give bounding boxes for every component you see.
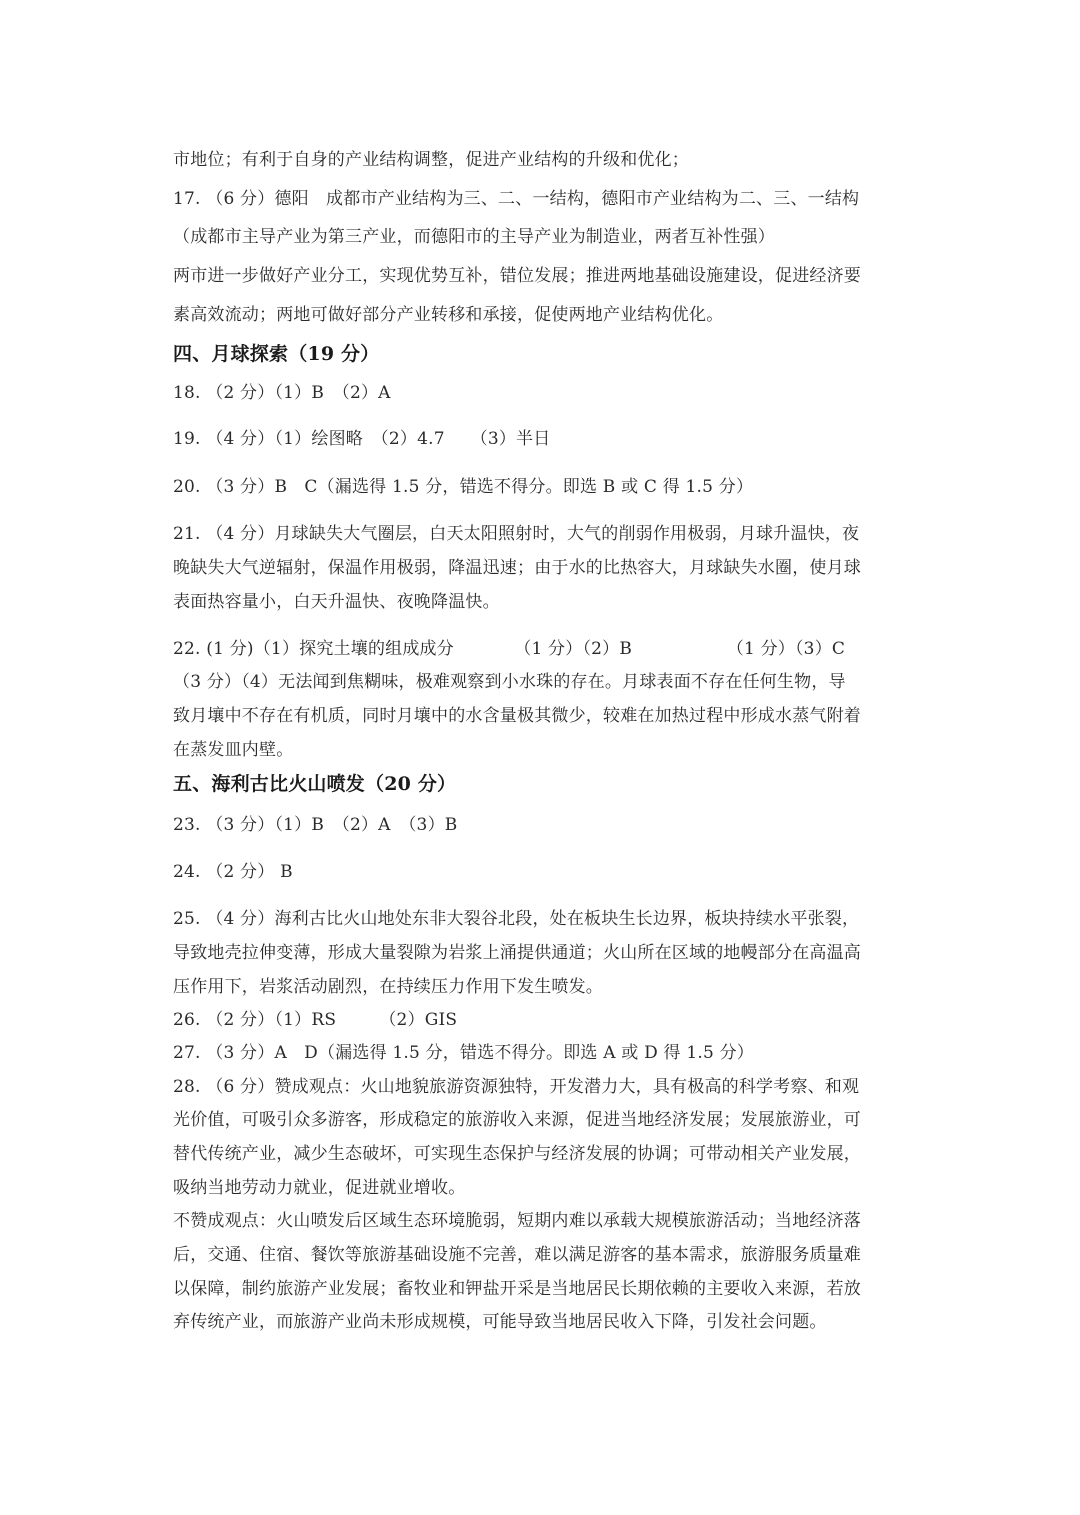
answer-24: 24. （2 分） B — [173, 862, 293, 882]
section-heading-4: 四、月球探索（19 分） — [173, 343, 380, 365]
text-line: 光价值，可吸引众多游客，形成稳定的旅游收入来源，促进当地经济发展；发展旅游业，可 — [173, 1110, 861, 1130]
answer-28: 28. （6 分）赞成观点：火山地貌旅游资源独特，开发潜力大，具有极高的科学考察、和观 — [173, 1077, 860, 1097]
text-line: 素高效流动；两地可做好部分产业转移和承接，促使两地产业结构优化。 — [173, 305, 724, 325]
answer-21: 21. （4 分）月球缺失大气圈层，白天太阳照射时，大气的削弱作用极弱，月球升温快，夜 — [173, 524, 860, 544]
answer-23: 23. （3 分）（1）B （2）A （3）B — [173, 815, 458, 835]
text-line: 晚缺失大气逆辐射，保温作用极弱，降温迅速；由于水的比热容大，月球缺失水圈，使月球 — [173, 558, 861, 578]
text-line: （成都市主导产业为第三产业，而德阳市的主导产业为制造业，两者互补性强） — [173, 227, 775, 247]
text-line: 在蒸发皿内壁。 — [173, 740, 294, 760]
answer-18: 18. （2 分）（1）B （2）A — [173, 383, 391, 403]
text-line: 替代传统产业，减少生态破坏，可实现生态保护与经济发展的协调；可带动相关产业发展， — [173, 1144, 861, 1164]
text-line: 致月壤中不存在有机质，同时月壤中的水含量极其微少，较难在加热过程中形成水蒸气附着 — [173, 706, 861, 726]
answer-25: 25. （4 分）海利古比火山地处东非大裂谷北段，处在板块生长边界，板块持续水平张裂， — [173, 909, 860, 929]
text-line: 压作用下，岩浆活动剧烈，在持续压力作用下发生喷发。 — [173, 977, 603, 997]
section-heading-5: 五、海利古比火山喷发（20 分） — [173, 773, 457, 795]
text-line: 市地位；有利于自身的产业结构调整，促进产业结构的升级和优化； — [173, 150, 689, 170]
text-line: （3 分）（4）无法闻到焦糊味，极难观察到小水珠的存在。月球表面不存在任何生物，导 — [173, 672, 846, 692]
answer-20: 20. （3 分）B C（漏选得 1.5 分，错选不得分。即选 B 或 C 得 1.5 分） — [173, 477, 754, 497]
answer-17: 17. （6 分）德阳 成都市产业结构为三、二、一结构，德阳市产业结构为二、三、一结构 — [173, 189, 860, 209]
text-line: 后，交通、住宿、餐饮等旅游基础设施不完善，难以满足游客的基本需求，旅游服务质量难 — [173, 1245, 861, 1265]
text-line: 两市进一步做好产业分工，实现优势互补，错位发展；推进两地基础设施建设，促进经济要 — [173, 266, 861, 286]
text-line: 表面热容量小，白天升温快、夜晚降温快。 — [173, 592, 500, 612]
text-line: 吸纳当地劳动力就业，促进就业增收。 — [173, 1178, 466, 1198]
answer-19: 19. （4 分）（1）绘图略 （2）4.7 （3）半日 — [173, 429, 551, 449]
answer-26: 26. （2 分）（1）RS （2）GIS — [173, 1010, 458, 1030]
text-line: 弃传统产业，而旅游产业尚未形成规模，可能导致当地居民收入下降，引发社会问题。 — [173, 1312, 827, 1332]
text-line: 导致地壳拉伸变薄，形成大量裂隙为岩浆上涌提供通道；火山所在区域的地幔部分在高温高 — [173, 943, 861, 963]
text-line: 不赞成观点：火山喷发后区域生态环境脆弱，短期内难以承载大规模旅游活动；当地经济落 — [173, 1211, 861, 1231]
text-line: 以保障，制约旅游产业发展；畜牧业和钾盐开采是当地居民长期依赖的主要收入来源，若放 — [173, 1279, 861, 1299]
answer-22: 22. (1 分)（1）探究土壤的组成成分 （1 分）（2）B （1 分）（3）C — [173, 639, 846, 659]
answer-27: 27. （3 分）A D（漏选得 1.5 分，错选不得分。即选 A 或 D 得 1.5 分） — [173, 1043, 754, 1063]
